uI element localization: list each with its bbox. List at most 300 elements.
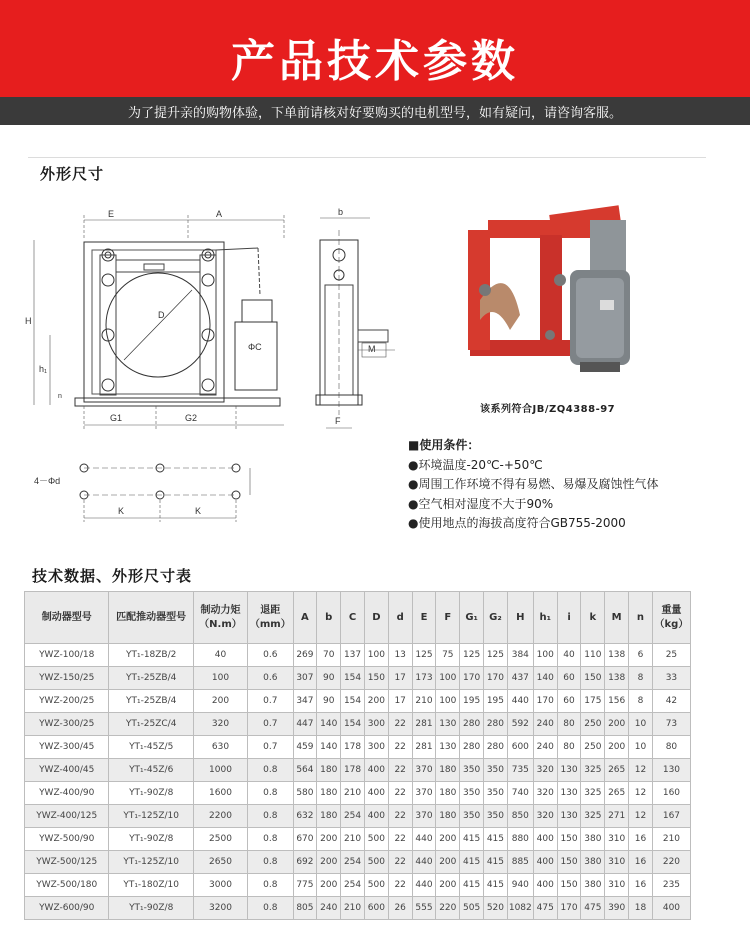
table-cell: 90 [317,690,341,713]
table-cell: 505 [460,897,484,920]
table-cell: 6 [629,644,653,667]
column-header: M [605,592,629,644]
table-cell: YWZ-600/90 [25,897,109,920]
table-cell: 75 [436,644,460,667]
table-cell: 300 [364,736,388,759]
column-header: 制动器型号 [25,592,109,644]
dim-D: D [158,310,165,320]
table-cell: 850 [507,805,533,828]
table-cell: YT₁-180Z/10 [109,874,193,897]
table-cell: 2500 [193,828,247,851]
table-cell: 670 [293,828,317,851]
table-cell: 8 [629,690,653,713]
table-cell: 210 [341,782,365,805]
table-cell: 22 [388,828,412,851]
table-cell: 600 [507,736,533,759]
table-cell: 380 [581,851,605,874]
table-cell: 170 [533,690,557,713]
table-cell: 200 [364,690,388,713]
table-cell: 320 [533,759,557,782]
table-cell: 175 [581,690,605,713]
table-cell: 125 [460,644,484,667]
table-cell: 600 [364,897,388,920]
column-header: E [412,592,436,644]
table-cell: 150 [557,828,581,851]
column-header: n [629,592,653,644]
table-cell: 16 [629,851,653,874]
table-cell: 40 [193,644,247,667]
table-cell: 235 [652,874,690,897]
dim-h1: h₁ [39,364,48,374]
table-cell: 167 [652,805,690,828]
table-cell: 22 [388,874,412,897]
table-cell: 200 [605,736,629,759]
table-cell: 150 [557,851,581,874]
table-cell: 740 [507,782,533,805]
table-cell: 200 [193,690,247,713]
column-header: h₁ [533,592,557,644]
column-header: b [317,592,341,644]
table-cell: 17 [388,690,412,713]
table-cell: 130 [557,759,581,782]
table-cell: YT₁-25ZB/4 [109,667,193,690]
table-cell: 1082 [507,897,533,920]
table-row [25,805,691,828]
table-cell: 200 [436,874,460,897]
table-cell: 160 [652,782,690,805]
table-cell: 220 [436,897,460,920]
table-cell: 195 [460,690,484,713]
table-cell: YT₁-125Z/10 [109,851,193,874]
table-cell: 475 [533,897,557,920]
table-cell: 280 [460,713,484,736]
table-cell: YWZ-400/90 [25,782,109,805]
table-cell: 17 [388,667,412,690]
table-cell: 310 [605,851,629,874]
table-cell: 240 [533,736,557,759]
table-row [25,690,691,713]
table-cell: 180 [436,759,460,782]
table-cell: 415 [460,828,484,851]
table-row [25,828,691,851]
table-cell: 0.7 [248,736,293,759]
dim-b: b [338,207,344,217]
table-cell: 0.8 [248,897,293,920]
table-cell: 130 [436,713,460,736]
table-cell: 195 [484,690,508,713]
table-cell: 33 [652,667,690,690]
column-header: 退距 （mm） [248,592,293,644]
table-cell: YWZ-200/25 [25,690,109,713]
table-cell: 70 [317,644,341,667]
table-cell: 350 [460,782,484,805]
dim-F: F [335,416,341,426]
table-cell: 400 [364,782,388,805]
table-cell: 0.8 [248,851,293,874]
column-header: k [581,592,605,644]
table-cell: 73 [652,713,690,736]
condition-item: ●周围工作环境不得有易燃、易爆及腐蚀性气体 [408,477,659,491]
table-cell: 400 [533,874,557,897]
table-cell: 200 [605,713,629,736]
table-row [25,874,691,897]
table-cell: 265 [605,782,629,805]
table-cell: 350 [484,759,508,782]
table-cell: 180 [317,805,341,828]
table-cell: 8 [629,667,653,690]
table-cell: 940 [507,874,533,897]
table-cell: 0.8 [248,874,293,897]
table-cell: 281 [412,713,436,736]
table-cell: 370 [412,759,436,782]
table-cell: 22 [388,805,412,828]
table-cell: 178 [341,736,365,759]
table-cell: 440 [507,690,533,713]
table-cell: 0.8 [248,759,293,782]
table-cell: 250 [581,713,605,736]
table-cell: 26 [388,897,412,920]
table-cell: 390 [605,897,629,920]
table-cell: 125 [412,644,436,667]
table-row [25,759,691,782]
table-cell: YT₁-25ZB/4 [109,690,193,713]
table-cell: 100 [364,644,388,667]
table-cell: 0.7 [248,690,293,713]
table-cell: 2200 [193,805,247,828]
table-cell: 210 [341,897,365,920]
table-cell: 400 [533,851,557,874]
table-cell: 150 [557,874,581,897]
table-cell: 325 [581,782,605,805]
table-cell: 735 [507,759,533,782]
table-cell: 180 [436,805,460,828]
table-cell: 100 [436,690,460,713]
table-cell: 140 [317,713,341,736]
table-cell: 440 [412,851,436,874]
table-cell: 16 [629,828,653,851]
table-cell: 90 [317,667,341,690]
table-row [25,713,691,736]
table-row [25,897,691,920]
table-cell: 325 [581,805,605,828]
table-row [25,782,691,805]
table-cell: YWZ-300/25 [25,713,109,736]
table-cell: 0.7 [248,713,293,736]
column-header: i [557,592,581,644]
table-cell: 880 [507,828,533,851]
dim-d: 4－Φd [34,476,61,486]
column-header: d [388,592,412,644]
table-cell: 0.8 [248,782,293,805]
table-cell: YWZ-400/125 [25,805,109,828]
table-cell: 254 [341,805,365,828]
table-cell: 150 [581,667,605,690]
table-cell: 110 [581,644,605,667]
table-cell: 805 [293,897,317,920]
table-cell: 210 [412,690,436,713]
table-cell: 400 [364,805,388,828]
table-cell: 138 [605,644,629,667]
table-cell: 500 [364,828,388,851]
table-cell: 415 [460,874,484,897]
table-cell: 400 [533,828,557,851]
table-cell: 42 [652,690,690,713]
table-cell: YWZ-300/45 [25,736,109,759]
table-cell: 592 [507,713,533,736]
column-header: 匹配推动器型号 [109,592,193,644]
outline-heading: 外形尺寸 [40,165,105,183]
table-cell: 200 [317,851,341,874]
table-cell: 130 [557,782,581,805]
outline-drawing [20,200,420,540]
table-cell: 156 [605,690,629,713]
table-cell: 10 [629,736,653,759]
table-cell: 130 [652,759,690,782]
table-cell: 40 [557,644,581,667]
table-cell: 154 [341,713,365,736]
column-header: H [507,592,533,644]
table-row [25,851,691,874]
table-cell: 265 [605,759,629,782]
table-cell: 60 [557,667,581,690]
table-cell: YWZ-500/125 [25,851,109,874]
table-cell: 60 [557,690,581,713]
dim-small-n: n [58,393,62,400]
table-cell: 80 [557,736,581,759]
table-cell: 269 [293,644,317,667]
table-cell: YWZ-400/45 [25,759,109,782]
usage-conditions [408,436,658,534]
table-cell: 415 [484,851,508,874]
table-cell: 520 [484,897,508,920]
column-header: 重量 （kg） [652,592,690,644]
table-cell: 22 [388,713,412,736]
table-row [25,644,691,667]
standard-note: 该系列符合JB/ZQ4388-97 [480,404,616,415]
table-cell: 178 [341,759,365,782]
table-cell: 240 [317,897,341,920]
table-cell: 154 [341,667,365,690]
table-cell: 415 [484,828,508,851]
table-header-row [25,592,691,644]
table-cell: 325 [581,759,605,782]
table-cell: 180 [436,782,460,805]
table-cell: 100 [533,644,557,667]
table-cell: 0.6 [248,667,293,690]
brake-product-image [450,190,660,380]
condition-item: ●环境温度-20℃-+50℃ [408,457,543,472]
table-cell: 10 [629,713,653,736]
table-cell: 310 [605,874,629,897]
table-cell: 271 [605,805,629,828]
table-cell: 170 [484,667,508,690]
table-cell: 12 [629,805,653,828]
table-cell: YWZ-150/25 [25,667,109,690]
table-cell: 475 [581,897,605,920]
column-header: G₁ [460,592,484,644]
dim-G1: G1 [110,413,123,423]
table-cell: 200 [436,828,460,851]
page-title: 产品技术参数 [231,36,519,87]
table-cell: 1000 [193,759,247,782]
table-cell: 400 [364,759,388,782]
table-cell: 0.8 [248,805,293,828]
column-header: A [293,592,317,644]
table-cell: 254 [341,851,365,874]
dim-M: M [368,344,376,354]
condition-item: ●空气相对湿度不大于90% [408,496,554,511]
table-cell: 12 [629,782,653,805]
table-row [25,667,691,690]
table-cell: 310 [605,828,629,851]
dim-H: H [25,316,32,326]
column-header: G₂ [484,592,508,644]
dim-K-2: K [195,506,202,516]
notice-text: 为了提升亲的购物体验，下单前请核对好要购买的电机型号，如有疑问，请咨询客服。 [127,106,622,121]
table-cell: 280 [484,713,508,736]
table-cell: 320 [193,713,247,736]
table-cell: 140 [533,667,557,690]
table-cell: YT₁-125Z/10 [109,805,193,828]
column-header: 制动力矩 （N.m） [193,592,247,644]
table-cell: 240 [533,713,557,736]
table-cell: 200 [317,828,341,851]
column-header: C [341,592,365,644]
table-cell: 437 [507,667,533,690]
table-cell: 885 [507,851,533,874]
table-cell: 280 [460,736,484,759]
table-cell: 384 [507,644,533,667]
table-cell: 347 [293,690,317,713]
table-cell: 250 [581,736,605,759]
table-cell: YT₁-90Z/8 [109,782,193,805]
table-cell: 22 [388,851,412,874]
table-cell: 170 [460,667,484,690]
table-cell: YWZ-500/180 [25,874,109,897]
table-cell: 380 [581,828,605,851]
table-cell: 564 [293,759,317,782]
table-cell: 200 [436,851,460,874]
table-cell: 130 [436,736,460,759]
table-cell: 500 [364,851,388,874]
table-cell: 280 [484,736,508,759]
condition-item: ●使用地点的海拔高度符合GB755-2000 [408,516,626,530]
column-header: D [364,592,388,644]
table-heading: 技术数据、外形尺寸表 [32,567,193,585]
table-cell: 0.8 [248,828,293,851]
conditions-title: ■使用条件： [408,438,480,452]
table-cell: 415 [460,851,484,874]
table-cell: 320 [533,782,557,805]
table-cell: 125 [484,644,508,667]
table-cell: 2650 [193,851,247,874]
table-cell: 400 [652,897,690,920]
table-cell: YT₁-25ZC/4 [109,713,193,736]
table-cell: 220 [652,851,690,874]
table-cell: 18 [629,897,653,920]
table-cell: 25 [652,644,690,667]
table-cell: YT₁-45Z/6 [109,759,193,782]
dim-K: K [118,506,125,516]
table-cell: 630 [193,736,247,759]
table-cell: 154 [341,690,365,713]
divider [28,157,706,158]
table-cell: YWZ-100/18 [25,644,109,667]
table-cell: 350 [484,805,508,828]
table-cell: 100 [193,667,247,690]
table-cell: 80 [557,713,581,736]
table-cell: 370 [412,805,436,828]
table-cell: 140 [317,736,341,759]
table-cell: YT₁-90Z/8 [109,897,193,920]
table-cell: 692 [293,851,317,874]
table-cell: 580 [293,782,317,805]
table-cell: 3000 [193,874,247,897]
table-cell: 22 [388,736,412,759]
table-row [25,736,691,759]
table-cell: 320 [533,805,557,828]
table-cell: 210 [341,828,365,851]
table-cell: 254 [341,874,365,897]
table-cell: 370 [412,782,436,805]
table-cell: 80 [652,736,690,759]
dim-A: A [216,209,223,219]
dim-E: E [108,209,115,219]
table-cell: 173 [412,667,436,690]
table-cell: 180 [317,782,341,805]
table-cell: 138 [605,667,629,690]
table-cell: YT₁-90Z/8 [109,828,193,851]
dim-G2: G2 [185,413,198,423]
dim-C: ΦC [248,342,262,352]
table-cell: 350 [460,759,484,782]
table-cell: 775 [293,874,317,897]
table-cell: 632 [293,805,317,828]
table-cell: 22 [388,782,412,805]
table-cell: 0.6 [248,644,293,667]
table-cell: 350 [484,782,508,805]
table-cell: 130 [557,805,581,828]
table-cell: 12 [629,759,653,782]
table-cell: 307 [293,667,317,690]
table-cell: 300 [364,713,388,736]
table-cell: 170 [557,897,581,920]
table-cell: 22 [388,759,412,782]
table-cell: 380 [581,874,605,897]
table-cell: 137 [341,644,365,667]
table-cell: 500 [364,874,388,897]
table-cell: 440 [412,828,436,851]
spec-table [24,591,691,920]
table-cell: 350 [460,805,484,828]
column-header: F [436,592,460,644]
table-cell: 440 [412,874,436,897]
table-cell: YWZ-500/90 [25,828,109,851]
table-cell: 210 [652,828,690,851]
table-cell: 281 [412,736,436,759]
table-cell: YT₁-18ZB/2 [109,644,193,667]
table-cell: YT₁-45Z/5 [109,736,193,759]
table-cell: 200 [317,874,341,897]
table-cell: 3200 [193,897,247,920]
table-cell: 555 [412,897,436,920]
table-cell: 100 [436,667,460,690]
table-cell: 1600 [193,782,247,805]
table-cell: 13 [388,644,412,667]
table-cell: 180 [317,759,341,782]
table-cell: 459 [293,736,317,759]
table-cell: 150 [364,667,388,690]
